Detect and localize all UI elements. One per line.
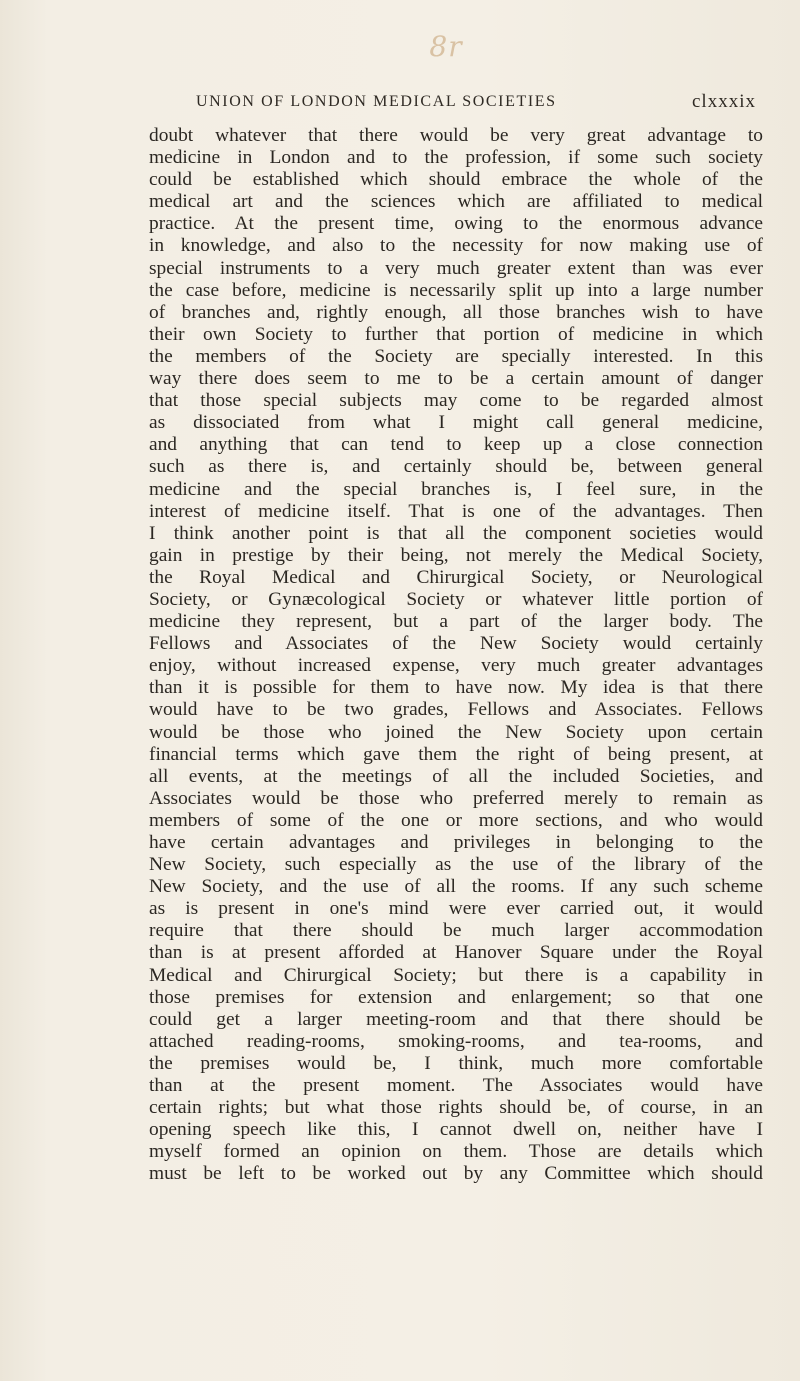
text-line: attached reading-rooms, smoking-rooms, and tea-rooms, and — [149, 1030, 763, 1052]
text-line: New Society, and the use of all the rooms. If any such scheme — [149, 876, 763, 898]
text-line: than at the present moment. The Associates would have — [149, 1075, 763, 1097]
text-line: enjoy, without increased expense, very much greater advantages — [149, 655, 763, 677]
text-line: the case before, medicine is necessarily split up into a large number — [149, 279, 763, 301]
text-line: in knowledge, and also to the necessity for now making use of — [149, 235, 763, 257]
text-line: require that there should be much larger accommodation — [149, 920, 763, 942]
text-line: special instruments to a very much greater extent than was ever — [149, 257, 763, 279]
text-line: New Society, such especially as the use of the library of the — [149, 854, 763, 876]
page-number: clxxxix — [692, 91, 756, 112]
body-text — [149, 125, 763, 1186]
text-line: interest of medicine itself. That is one of the advantages. Then — [149, 500, 763, 522]
text-line: those premises for extension and enlargement; so that one — [149, 986, 763, 1008]
text-line: the premises would be, I think, much more comfortable — [149, 1052, 763, 1074]
text-line: have certain advantages and privileges in belonging to the — [149, 832, 763, 853]
text-line: way there does seem to me to be a certain amount of danger — [149, 368, 763, 390]
text-line: medicine in London and to the profession, if some such society — [149, 147, 763, 169]
text-line: doubt whatever that there would be very great advantage to — [149, 125, 763, 146]
text-line: of branches and, rightly enough, all those branches wish to have — [149, 301, 763, 323]
text-line: their own Society to further that portion of medicine in which — [149, 323, 763, 345]
pencil-annotation: 8r — [429, 30, 463, 63]
text-line: as dissociated from what I might call general medicine, — [149, 412, 763, 434]
text-line: financial terms which gave them the right of being present, at — [149, 743, 763, 765]
text-line: as is present in one's mind were ever carried out, it would — [149, 898, 763, 920]
text-line: all events, at the meetings of all the included Societies, and — [149, 765, 763, 787]
text-line: such as there is, and certainly should be, between general — [149, 456, 763, 478]
running-head-title: UNION OF LONDON MEDICAL SOCIETIES — [196, 93, 557, 110]
text-line: could be established which should embrace the whole of the — [149, 169, 763, 191]
text-line: certain rights; but what those rights should be, of course, in an — [149, 1097, 763, 1119]
text-line: medicine they represent, but a part of the larger body. The — [149, 611, 763, 633]
text-line: than is at present afforded at Hanover Square under the Royal — [149, 942, 763, 964]
text-line: the Royal Medical and Chirurgical Society, or Neurological — [149, 566, 763, 588]
text-line: Society, or Gynæcological Society or whatever little portion of — [149, 588, 763, 610]
text-line: that those special subjects may come to be regarded almost — [149, 390, 763, 412]
text-line: opening speech like this, I cannot dwell on, neither have I — [149, 1119, 763, 1141]
text-line: Associates would be those who preferred merely to remain as — [149, 787, 763, 809]
text-line: than it is possible for them to have now. My idea is that there — [149, 677, 763, 699]
text-line: must be left to be worked out by any Committee which should — [149, 1163, 763, 1185]
text-line: medical art and the sciences which are affiliated to medical — [149, 191, 763, 213]
text-line: myself formed an opinion on them. Those are details which — [149, 1141, 763, 1163]
text-line: would have to be two grades, Fellows and Associates. Fellows — [149, 699, 763, 721]
text-line: gain in prestige by their being, not merely the Medical Society, — [149, 544, 763, 566]
text-line: and anything that can tend to keep up a close connection — [149, 434, 763, 456]
text-line: practice. At the present time, owing to the enormous advance — [149, 213, 763, 235]
text-line: could get a larger meeting-room and that there should be — [149, 1008, 763, 1030]
text-line: I think another point is that all the component societies would — [149, 522, 763, 544]
text-line: Medical and Chirurgical Society; but there is a capability in — [149, 964, 763, 986]
text-line: medicine and the special branches is, I feel sure, in the — [149, 478, 763, 500]
text-line: the members of the Society are specially interested. In this — [149, 345, 763, 367]
text-line: would be those who joined the New Society upon certain — [149, 721, 763, 743]
text-line: Fellows and Associates of the New Society would certainly — [149, 633, 763, 655]
text-line: members of some of the one or more sections, and who would — [149, 809, 763, 831]
